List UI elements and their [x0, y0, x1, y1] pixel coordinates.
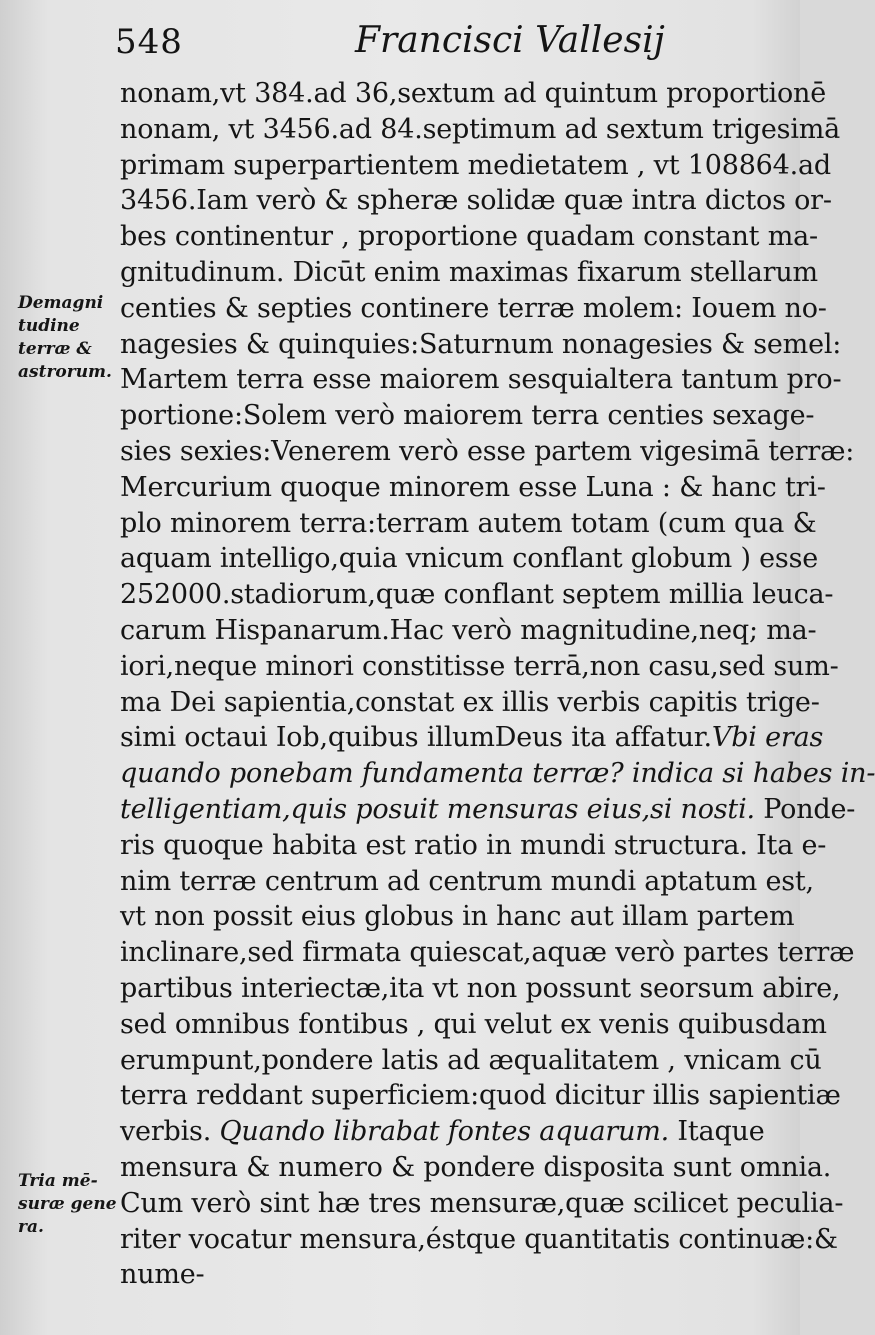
- text-segment: terra reddant superficiem:quod dicitur illis sapientiæ: [120, 1080, 841, 1112]
- text-line: [120, 1186, 844, 1222]
- italic-text: telligentiam,quis posuit mensuras eius,si nosti.: [120, 793, 755, 825]
- marginal-note: [18, 1170, 118, 1239]
- text-line: [120, 470, 826, 506]
- text-segment: primam superpartientem medietatem , vt 108864.ad: [120, 149, 832, 181]
- text-segment: ris quoque habita est ratio in mundi structura. Ita e-: [120, 829, 827, 861]
- page-number: 548: [115, 22, 183, 62]
- marginal-note-line: ra.: [18, 1217, 44, 1237]
- text-segment: Itaque: [669, 1116, 765, 1148]
- text-line: [120, 685, 820, 721]
- marginal-note-line: Tria mē-: [18, 1171, 98, 1191]
- text-line: [120, 1257, 770, 1293]
- text-segment: nume-: [120, 1259, 205, 1291]
- text-segment: Mercurium quoque minorem esse Luna : & hanc tri-: [120, 471, 826, 503]
- text-line: [120, 255, 818, 291]
- text-segment: Cum verò sint hæ tres mensuræ,quæ scilicet peculia-: [120, 1187, 844, 1219]
- text-line: [120, 1222, 838, 1258]
- text-segment: verbis.: [120, 1116, 220, 1148]
- text-line: [120, 398, 815, 434]
- text-line: [120, 148, 832, 184]
- text-segment: sies sexies:Venerem verò esse partem vigesimā terræ:: [120, 435, 855, 467]
- page-header: [0, 14, 800, 74]
- italic-text: Quando librabat fontes aquarum.: [219, 1116, 670, 1148]
- marginal-note-line: tudine: [18, 316, 80, 336]
- text-segment: iori,neque minori constitisse terrā,non casu,sed sum-: [120, 650, 839, 682]
- text-line: [120, 828, 827, 864]
- marginal-note-line: astrorum.: [18, 362, 112, 382]
- text-segment: portione:Solem verò maiorem terra centies sexage-: [120, 400, 815, 432]
- text-segment: 252000.stadiorum,quæ conflant septem millia leuca-: [120, 579, 834, 611]
- text-segment: gnitudinum. Dicūt enim maximas fixarum stellarum: [120, 256, 818, 288]
- body-text: [120, 76, 875, 1293]
- text-line: [120, 649, 839, 685]
- text-segment: riter vocatur mensura,éstque quantitatis continuæ:&: [120, 1223, 838, 1255]
- text-line: [120, 935, 855, 971]
- text-line: [120, 756, 875, 792]
- text-segment: partibus interiectæ,ita vt non possunt seorsum abire,: [120, 972, 841, 1004]
- text-segment: ma Dei sapientia,constat ex illis verbis capitis trige-: [120, 686, 820, 718]
- text-segment: vt non possit eius globus in hanc aut illam partem: [120, 901, 795, 933]
- italic-text: Vbi eras: [711, 722, 824, 754]
- text-segment: carum Hispanarum.Hac verò magnitudine,neq; ma-: [120, 614, 817, 646]
- text-line: [120, 1078, 841, 1114]
- text-segment: inclinare,sed firmata quiescat,aquæ verò partes terræ: [120, 937, 855, 969]
- text-segment: nim terræ centrum ad centrum mundi aptatum est,: [120, 865, 814, 897]
- text-line: [120, 362, 842, 398]
- text-segment: nonam,vt 384.ad 36,sextum ad quintum proportionē: [120, 78, 826, 109]
- marginal-note-line: suræ gene: [18, 1194, 117, 1214]
- text-segment: sed omnibus fontibus , qui velut ex venis quibusdam: [120, 1008, 827, 1040]
- text-line: [120, 541, 819, 577]
- marginal-note: [18, 292, 118, 384]
- text-line: [120, 183, 832, 219]
- italic-text: quando ponebam fundamenta terræ? indica si habes in-: [120, 758, 875, 790]
- marginal-note-line: Demagni: [18, 293, 104, 313]
- text-segment: erumpunt,pondere latis ad æqualitatem , vnicam cū: [120, 1044, 822, 1076]
- text-line: [120, 76, 826, 112]
- text-line: [120, 327, 842, 363]
- text-line: [120, 434, 855, 470]
- text-segment: mensura & numero & pondere disposita sunt omnia.: [120, 1151, 832, 1183]
- marginal-note-line: terræ &: [18, 339, 92, 359]
- text-line: [120, 971, 841, 1007]
- text-line: [120, 219, 818, 255]
- text-line: [120, 899, 795, 935]
- text-segment: nagesies & quinquies:Saturnum nonagesies & semel:: [120, 328, 842, 360]
- text-line: [120, 112, 841, 148]
- text-line: [120, 1114, 770, 1150]
- running-head: Francisci Vallesij: [355, 20, 665, 61]
- text-segment: nonam, vt 3456.ad 84.septimum ad sextum trigesimā: [120, 113, 841, 145]
- text-line: [120, 864, 814, 900]
- text-segment: Martem terra esse maiorem sesquialtera tantum pro-: [120, 364, 842, 396]
- text-segment: bes continentur , proportione quadam constant ma-: [120, 221, 818, 253]
- text-segment: 3456.Iam verò & spheræ solidæ quæ intra dictos or-: [120, 185, 832, 217]
- text-line: [120, 613, 817, 649]
- text-line: [120, 792, 856, 828]
- text-line: [120, 291, 827, 327]
- text-line: [120, 1150, 832, 1186]
- text-segment: simi octaui Iob,quibus illumDeus ita affatur.: [120, 722, 712, 754]
- text-segment: Ponde-: [754, 793, 856, 825]
- text-line: [120, 506, 817, 542]
- text-line: [120, 1043, 822, 1079]
- text-line: [120, 577, 834, 613]
- text-line: [120, 1007, 827, 1043]
- text-line: [120, 720, 824, 756]
- text-segment: plo minorem terra:terram autem totam (cum qua &: [120, 507, 817, 539]
- text-segment: aquam intelligo,quia vnicum conflant globum ) esse: [120, 543, 819, 575]
- text-segment: centies & septies continere terræ molem: Iouem no-: [120, 292, 827, 324]
